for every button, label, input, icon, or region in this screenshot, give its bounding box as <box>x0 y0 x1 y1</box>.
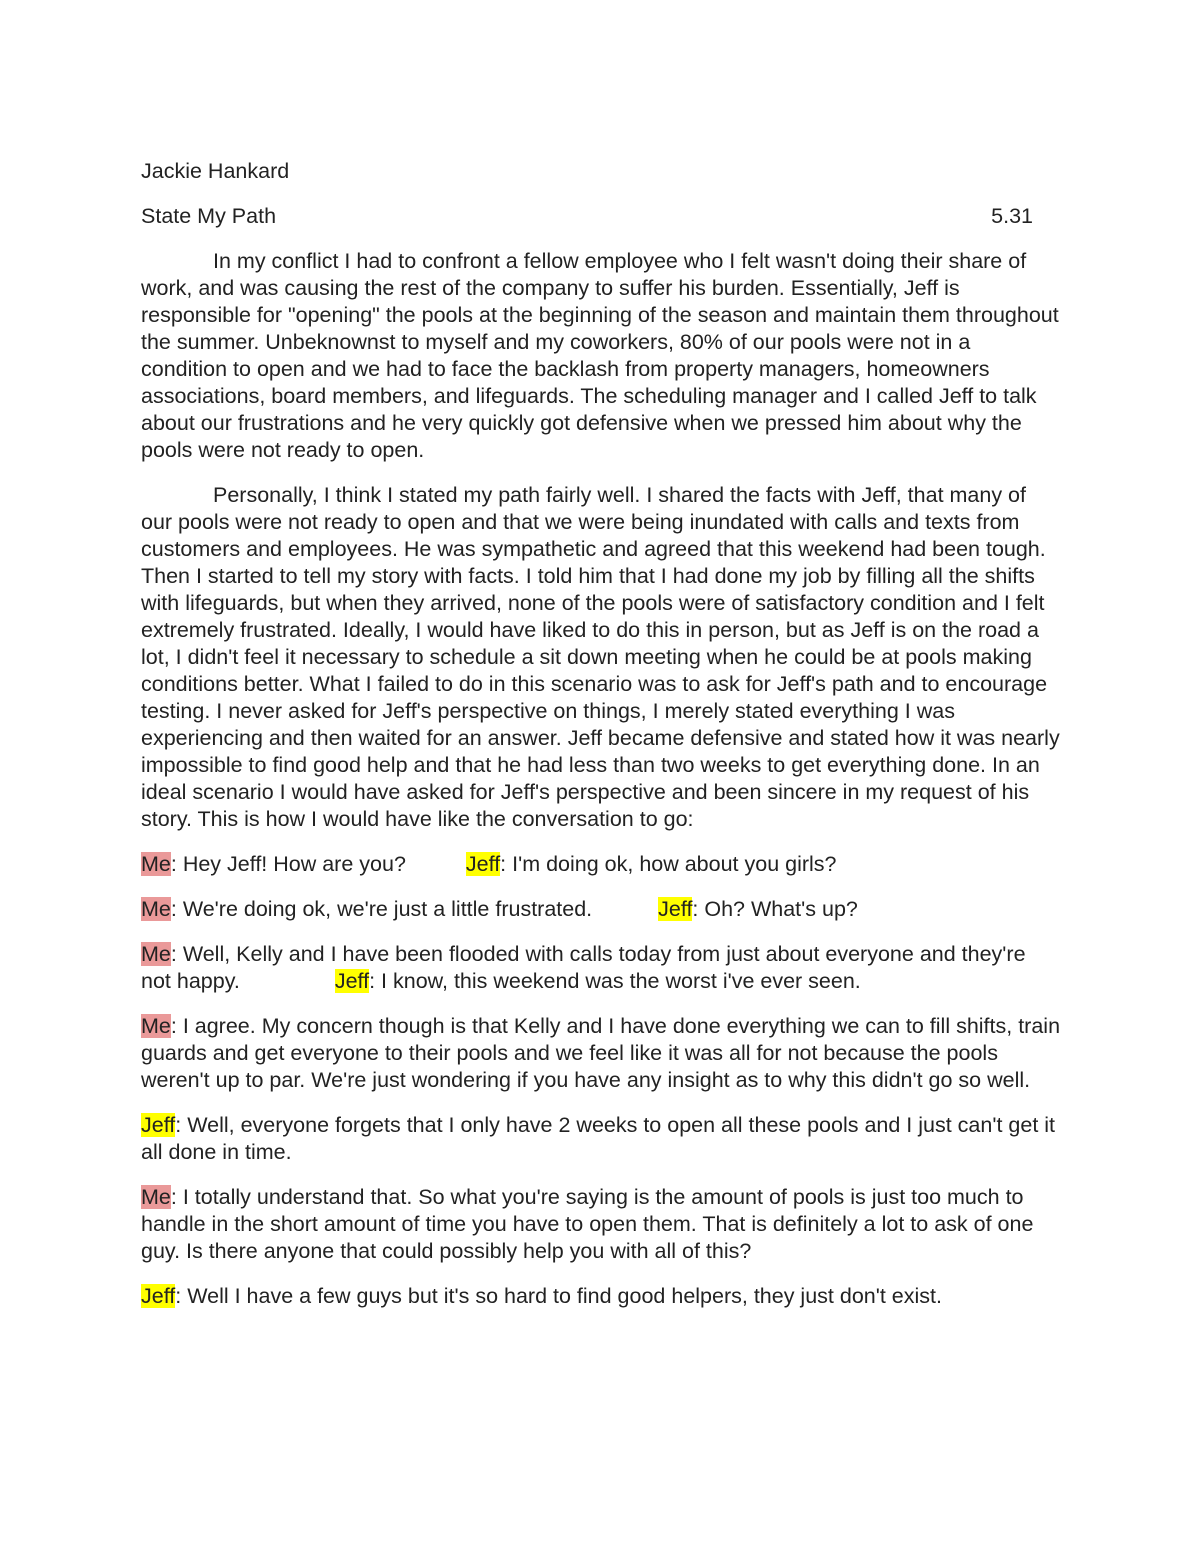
speaker-me-label: Me <box>141 942 171 966</box>
title-row <box>141 203 1033 230</box>
dialogue-line: : I'm doing ok, how about you girls? <box>500 852 837 876</box>
paragraph-conflict: In my conflict I had to confront a fellow employee who I felt wasn't doing their share of work, and was causing the rest of the company to suffer his burden. Essentially, Jeff is responsible for "opening" the pools at the beginning of the season and maintain them throughout the summer. Unbeknownst to myself and my coworkers, 80% of our pools were not in a condition to open and we had to face the backlash from property managers, homeowners associations, board members, and lifeguards. The scheduling manager and I called Jeff to talk about our frustrations and he very quickly got defensive when we pressed him about why the pools were not ready to open. <box>141 249 1059 462</box>
speaker-jeff-label: Jeff <box>658 897 693 921</box>
dialogue-line: : We're doing ok, we're just a little frustrated. <box>170 897 593 921</box>
paragraph-reflection: Personally, I think I stated my path fairly well. I shared the facts with Jeff, that many of our pools were not ready to open and that we were being inundated with calls and texts from customers and employees. He was sympathetic and agreed that this weekend had been tough. Then I started to tell my story with facts. I told him that I had done my job by filling all the shifts with lifeguards, but when they arrived, none of the pools were of satisfactory condition and I felt extremely frustrated. Ideally, I would have liked to do this in person, but as Jeff is on the road a lot, I didn't feel it necessary to schedule a sit down meeting when he could be at pools making conditions better. What I failed to do in this scenario was to ask for Jeff's path and to encourage testing. I never asked for Jeff's perspective on things, I merely stated everything I was experiencing and then waited for an answer. Jeff became defensive and stated how it was nearly impossible to find good help and that he had less than two weeks to get everything done. In an ideal scenario I would have asked for Jeff's perspective and been sincere in my request of his story. This is how I would have like the conversation to go: <box>141 483 1060 831</box>
dialogue-turn-5 <box>141 1112 1061 1166</box>
dialogue-turn-3 <box>141 941 1061 995</box>
document-title: State My Path <box>141 204 277 228</box>
speaker-jeff-label: Jeff <box>334 969 370 993</box>
speaker-me-label: Me <box>141 1185 171 1209</box>
dialogue-turn-2 <box>141 896 1061 923</box>
speaker-me-label: Me <box>141 852 171 876</box>
dialogue-line: : Oh? What's up? <box>692 897 858 921</box>
dialogue-line: : Well I have a few guys but it's so hard to find good helpers, they just don't exist. <box>175 1284 942 1308</box>
dialogue-turn-1 <box>141 851 1061 878</box>
document-date: 5.31 <box>991 204 1033 228</box>
speaker-me-label: Me <box>141 1014 171 1038</box>
speaker-jeff-label: Jeff <box>141 1284 176 1308</box>
dialogue-turn-7 <box>141 1283 1061 1310</box>
dialogue-turn-4 <box>141 1013 1061 1094</box>
dialogue-line: : I agree. My concern though is that Kelly and I have done everything we can to fill shifts, train guards and get everyone to their pools and we feel like it was all for not because the pools weren't up to par. We're just wondering if you have any insight as to why this didn't go so well. <box>141 1014 1061 1092</box>
dialogue-line: : I totally understand that. So what you're saying is the amount of pools is just too much to handle in the short amount of time you have to open them. That is definitely a lot to ask of one guy. Is there anyone that could possibly help you with all of this? <box>141 1185 1034 1263</box>
speaker-me-label: Me <box>141 897 171 921</box>
dialogue-turn-6 <box>141 1184 1061 1265</box>
dialogue-line: : Well, Kelly and I have been flooded with calls today from just about everyone and they're not happy. <box>141 942 1026 993</box>
author-name: Jackie Hankard <box>141 159 290 183</box>
dialogue-line: : Hey Jeff! How are you? <box>170 852 406 876</box>
document-body <box>141 158 1061 1328</box>
dialogue-line: : I know, this weekend was the worst i've ever seen. <box>369 969 861 993</box>
dialogue-line: : Well, everyone forgets that I only have 2 weeks to open all these pools and I just can't get it all done in time. <box>141 1113 1056 1164</box>
speaker-jeff-label: Jeff <box>141 1113 176 1137</box>
speaker-jeff-label: Jeff <box>465 852 501 876</box>
